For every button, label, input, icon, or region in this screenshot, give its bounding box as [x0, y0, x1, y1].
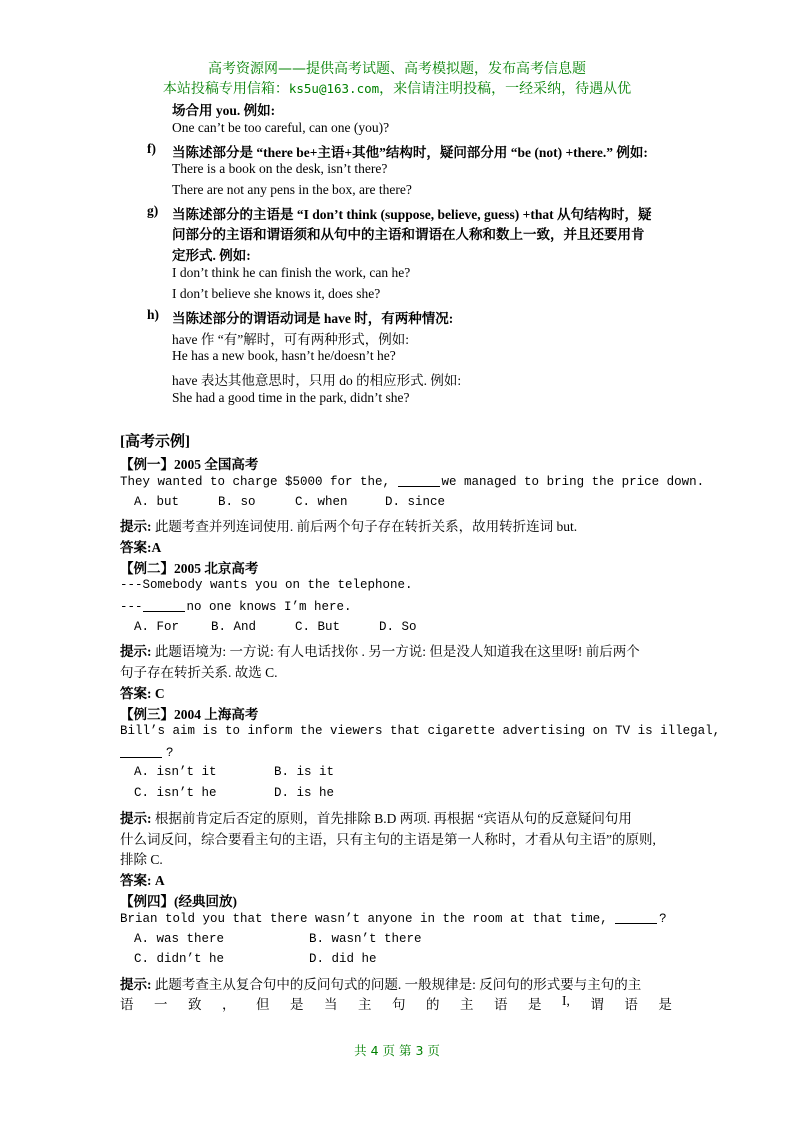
example-4-question: [120, 911, 667, 926]
example-4-option-c: C. didn’t he: [134, 952, 225, 966]
hint-text: 此题语境为: 一方说: 有人电话找你 . 另一方说: 但是没人知道我在这里呀! 前后两个: [151, 644, 640, 659]
submission-label: 本站投稿专用信箱：: [162, 81, 289, 97]
example-4-option-b: B. wasn’t there: [309, 932, 422, 946]
hint-label: 提示:: [120, 811, 152, 826]
hint-char: 主: [358, 997, 372, 1012]
hint-char: 一: [154, 997, 168, 1012]
example-2-option-c: C. But: [295, 620, 341, 634]
example-2-option-a: A. For: [134, 620, 180, 634]
example-2-hint-1: [120, 640, 640, 660]
section-title: [高考示例]: [120, 434, 190, 450]
example-4-hint-1: [120, 973, 641, 993]
hint-text: 此题考查并列连词使用. 前后两个句子存在转折关系，故用转折连词 but.: [151, 519, 578, 534]
example-3-answer: 答案: A: [120, 873, 165, 888]
hint-label: 提示:: [120, 977, 152, 992]
example-3-hint-3: 排除 C.: [120, 852, 163, 867]
rule-h-line-3: have 表达其他意思时，只用 do 的相应形式. 例如:: [172, 373, 462, 388]
rule-g-line-2: 问部分的主语和谓语须和从句中的主语和谓语在人称和数上一致，并且还要用肯: [172, 227, 645, 242]
hint-char: 主: [460, 997, 474, 1012]
rule-f-example-1: There is a book on the desk, isn’t there?: [172, 161, 388, 176]
hint-char: 语: [494, 997, 508, 1012]
question-text: no one knows I’m here.: [186, 600, 352, 614]
hint-text: 根据前肯定后否定的原则，首先排除 B.D 两项. 再根据 “宾语从句的反意疑问句用: [151, 811, 632, 826]
example-1-option-c: C. when: [295, 495, 348, 509]
hint-label: 提示:: [120, 644, 152, 659]
question-text: ---: [120, 600, 143, 614]
question-text: ?: [659, 912, 667, 926]
hint-char: 是: [528, 997, 542, 1012]
hint-text: 此题考查主从复合句中的反问句式的问题. 一般规律是: 反问句的形式要与主句的主: [151, 977, 642, 992]
question-text: we managed to bring the price down.: [441, 475, 705, 489]
rule-g-line-3: 定形式. 例如:: [172, 248, 251, 263]
example-4-option-a: A. was there: [134, 932, 225, 946]
rule-h-line-2: He has a new book, hasn’t he/doesn’t he?: [172, 348, 396, 363]
hint-char: I,: [562, 993, 570, 1008]
hint-char: 谓: [590, 997, 604, 1012]
submission-email: ks5u@163.com: [288, 81, 380, 96]
rule-h-marker: h): [147, 307, 160, 322]
example-3-option-b: B. is it: [274, 765, 335, 779]
rule-g-example-2: I don’t believe she knows it, does she?: [172, 286, 381, 301]
rule-f-marker: f): [147, 141, 156, 156]
rule-f-text: 当陈述部分是 “there be+主语+其他”结构时，疑问部分用 “be (not) +there.” 例如:: [172, 145, 648, 160]
example-2-title: 【例二】2005 北京高考: [120, 561, 259, 576]
example-1-option-d: D. since: [385, 495, 446, 509]
example-3-question-2: [120, 745, 174, 760]
rule-h-line-4: She had a good time in the park, didn’t she?: [172, 390, 410, 405]
example-3-option-c: C. isn’t he: [134, 786, 217, 800]
rule-g-marker: g): [147, 203, 159, 218]
hint-label: 提示:: [120, 519, 152, 534]
example-1-question: [120, 474, 704, 489]
hint-char: 的: [426, 997, 440, 1012]
page-footer: 共 4 页 第 3 页: [354, 1043, 440, 1058]
example-1-hint: [120, 515, 577, 535]
site-header-title: 高考资源网——提供高考试题、高考模拟题，发布高考信息题: [208, 61, 586, 77]
hint-char: 句: [392, 997, 406, 1012]
hint-char: ，: [222, 997, 236, 1012]
example-2-option-d: D. So: [379, 620, 417, 634]
example-2-question-1: ---Somebody wants you on the telephone.: [120, 578, 413, 592]
rule-g-line-1: 当陈述部分的主语是 “I don’t think (suppose, believe, guess) +that 从句结构时，疑: [172, 207, 652, 222]
hint-char: 是: [658, 997, 672, 1012]
rule-e-example: One can’t be too careful, can one (you)?: [172, 120, 390, 135]
hint-char: 语: [120, 997, 134, 1012]
example-1-title: 【例一】2005 全国高考: [120, 457, 259, 472]
answer-blank: [398, 474, 440, 487]
hint-char: 致: [188, 997, 202, 1012]
hint-char: 但: [256, 997, 270, 1012]
answer-blank: [615, 911, 657, 924]
example-4-title: 【例四】(经典回放): [120, 894, 237, 909]
example-4-option-d: D. did he: [309, 952, 377, 966]
rule-e-tail: 场合用 you. 例如:: [172, 103, 276, 118]
example-1-option-b: B. so: [218, 495, 256, 509]
rule-g-example-1: I don’t think he can finish the work, can he?: [172, 265, 411, 280]
question-text: ?: [166, 746, 174, 760]
example-3-question-1: Bill’s aim is to inform the viewers that cigarette advertising on TV is illegal,: [120, 724, 721, 738]
answer-blank: [143, 599, 185, 612]
example-4-hint-2: [120, 993, 672, 1013]
example-3-option-a: A. isn’t it: [134, 765, 217, 779]
question-text: They wanted to charge $5000 for the,: [120, 475, 398, 489]
example-3-option-d: D. is he: [274, 786, 335, 800]
rule-h-text: 当陈述部分的谓语动词是 have 时，有两种情况:: [172, 311, 454, 326]
example-1-option-a: A. but: [134, 495, 180, 509]
example-2-option-b: B. And: [211, 620, 257, 634]
rule-h-line-1: have 作 “有”解时，可有两种形式，例如:: [172, 332, 409, 347]
hint-char: 是: [290, 997, 304, 1012]
example-3-title: 【例三】2004 上海高考: [120, 707, 259, 722]
question-text: Brian told you that there wasn’t anyone in the room at that time,: [120, 912, 616, 926]
example-2-hint-2: 句子存在转折关系. 故选 C.: [120, 665, 278, 680]
hint-char: 语: [624, 997, 638, 1012]
example-3-hint-1: [120, 807, 632, 827]
answer-blank: [120, 745, 162, 758]
example-2-question-2: [120, 599, 352, 614]
example-1-answer: 答案:A: [120, 540, 162, 555]
example-3-hint-2: 什么词反问，综合要看主句的主语，只有主句的主语是第一人称时，才看从句主语”的原则,: [120, 832, 656, 847]
submission-note: ，来信请注明投稿，一经采纳，待遇从优: [379, 81, 632, 97]
hint-char: 当: [324, 997, 338, 1012]
example-2-answer: 答案: C: [120, 686, 165, 701]
rule-f-example-2: There are not any pens in the box, are there?: [172, 182, 412, 197]
site-header-submission: [0, 78, 794, 98]
